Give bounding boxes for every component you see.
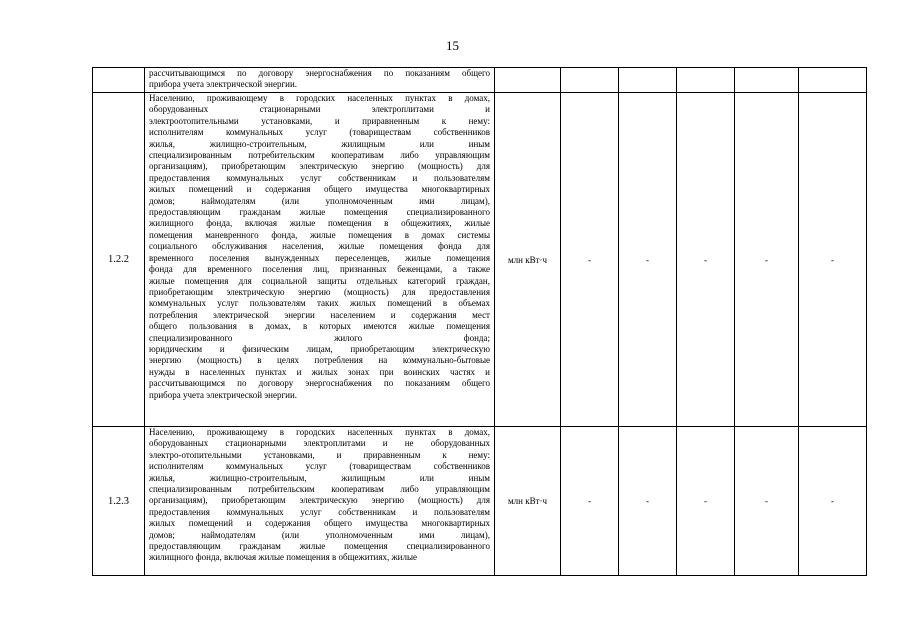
description-line: социального обслуживания населения, жилые помещения фонда для [149,241,490,252]
row-value: - [677,93,735,427]
row-value [677,68,735,93]
description-line: оборудованных стационарными электроплитами и [149,104,490,115]
table-row [93,427,867,576]
description-line: электро-отопительными установками, и приравненным к нему: [149,449,490,460]
row-value [735,68,799,93]
description-line: жилья, жилищно-строительным, жилищным или иным [149,472,490,483]
description-line: жилья, жилищно-строительным, жилищным или иным [149,138,490,149]
row-description [145,427,495,576]
description-line: домов; наймодателям (или уполномоченным ими лицам), [149,529,490,540]
description-line: предоставляющим гражданам жилые помещения специализированного [149,541,490,552]
row-value: - [619,427,677,576]
description-line: Населению, проживающему в городских населенных пунктах в домах, [149,427,490,437]
description-line: предоставления коммунальных услуг собственникам и пользователям [149,506,490,517]
description-line: Населению, проживающему в городских населенных пунктах в домах, [149,93,490,103]
description-line: коммунальных услуг пользователям таких жилых помещений в объемах [149,298,490,309]
description-line: общего пользования в домах, в которых имеются жилые помещения [149,321,490,332]
row-value [619,68,677,93]
row-unit [495,68,561,93]
description-line: специализированным потребительским кооперативам либо управляющим [149,484,490,495]
row-value: - [799,93,867,427]
table-row [93,93,867,427]
row-description [145,68,495,93]
page-number: 15 [446,38,459,53]
row-value: - [561,427,619,576]
description-line: приобретающим электрическую энергию (мощность) для предоставления [149,286,490,297]
description-line: временного поселения вынужденных переселенцев, жилые помещения [149,252,490,263]
row-value: - [799,427,867,576]
description-line: оборудованных стационарными электроплитами и не оборудованных [149,438,490,449]
description-line: электроотопительными установками, и приравненным к нему: [149,115,490,126]
description-line: специализированным потребительским кооперативам либо управляющим [149,150,490,161]
row-value: - [561,93,619,427]
description-line: предоставления коммунальных услуг собственникам и пользователям [149,172,490,183]
tariff-table [92,67,867,576]
description-line: жилых помещений и содержания общего имущества многоквартирных [149,184,490,195]
description-line: организациям), приобретающим электрическую энергию (мощность) для [149,161,490,172]
description-line: потребления электрической энергии населением и содержания мест [149,309,490,320]
description-line: исполнителям коммунальных услуг (товариществам собственников [149,461,490,472]
description-line: предоставляющим гражданам жилые помещения специализированного [149,207,490,218]
row-description [145,93,495,427]
description-line: нужды в населенных пунктах и жилых зонах при воинских частях и [149,366,490,377]
description-line: жилые помещения для социальной защиты отдельных категорий граждан, [149,275,490,286]
description-line: помещения маневренного фонда, жилые помещения в домах системы [149,229,490,240]
row-unit: млн кВт·ч [495,93,561,427]
row-value: - [619,93,677,427]
description-line: организациям), приобретающим электрическую энергию (мощность) для [149,495,490,506]
description-line: специализированного жилого фонда; [149,332,490,343]
row-value: - [677,427,735,576]
row-unit: млн кВт·ч [495,427,561,576]
row-number [93,68,145,93]
table-row [93,68,867,93]
row-number: 1.2.3 [93,427,145,576]
description-line: рассчитывающимся по договору энергоснабжения по показаниям общего [149,68,490,78]
row-value: - [735,427,799,576]
description-line: энергию (мощность) в целях потребления на коммунально-бытовые [149,355,490,366]
row-value: - [735,93,799,427]
row-number: 1.2.2 [93,93,145,427]
row-value [561,68,619,93]
description-line: домов; наймодателям (или уполномоченным ими лицам), [149,195,490,206]
description-line: жилищного фонда, включая жилые помещения в общежитиях, жилые [149,552,418,563]
row-value [799,68,867,93]
description-line: прибора учета электрической энергии. [149,79,298,90]
description-line: исполнителям коммунальных услуг (товариществам собственников [149,127,490,138]
description-line: рассчитывающимся по договору энергоснабжения по показаниям общего [149,378,490,389]
description-line: фонда для временного поселения лиц, признанных беженцами, а также [149,264,490,275]
description-line: жилищного фонда, включая жилые помещения в общежитиях, жилые [149,218,490,229]
description-line: прибора учета электрической энергии. [149,389,298,400]
description-line: юридическим и физическим лицам, приобретающим электрическую [149,343,490,354]
description-line: жилых помещений и содержания общего имущества многоквартирных [149,518,490,529]
